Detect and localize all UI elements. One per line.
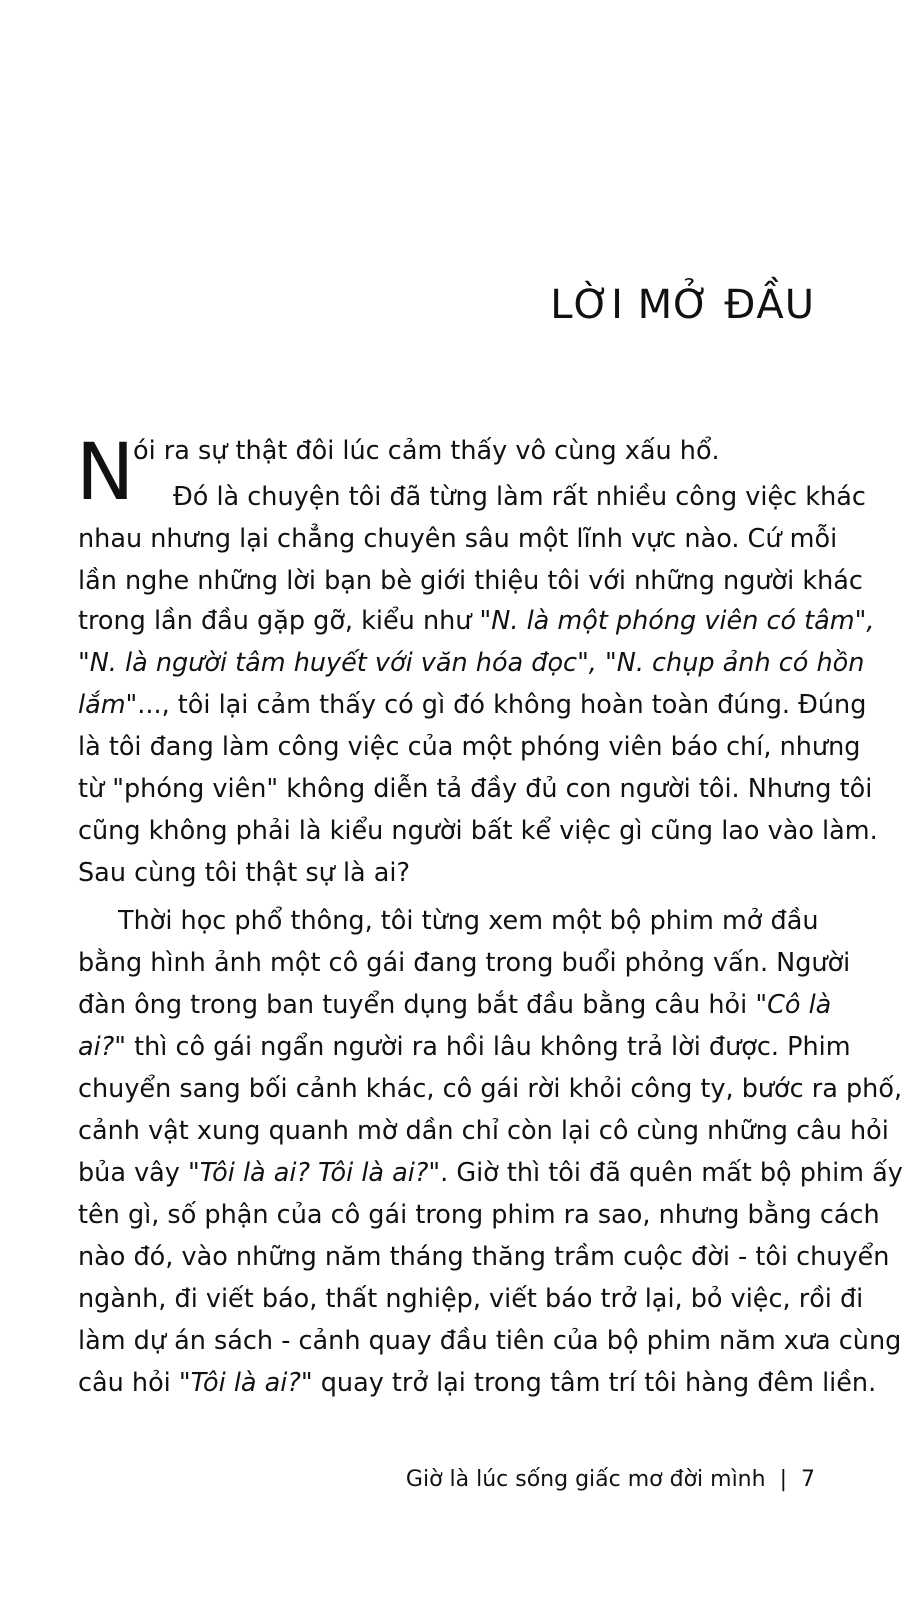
paragraph-2-line <box>78 648 864 679</box>
paragraph-3-line: Thời học phổ thông, tôi từng xem một bộ phim mở đầu <box>118 906 819 936</box>
chapter-title: LỜI MỞ ĐẦU <box>550 282 815 328</box>
text-run: bủa vây <box>78 1158 188 1188</box>
paragraph-3-line: chuyển sang bối cảnh khác, cô gái rời khỏi công ty, bước ra phố, <box>78 1074 903 1104</box>
quote-italic: "Tôi là ai?" <box>178 1368 313 1398</box>
paragraph-3-line <box>78 1158 903 1189</box>
quote-italic: ai?" <box>78 1032 126 1062</box>
footer-separator: | <box>779 1467 787 1492</box>
text-run: quay trở lại trong tâm trí tôi hàng đêm liền. <box>312 1368 877 1398</box>
book-title: Giờ là lúc sống giấc mơ đời mình <box>405 1467 766 1492</box>
quote-italic: "N. là một phóng viên có tâm", <box>479 606 875 636</box>
paragraph-2-line: là tôi đang làm công việc của một phóng viên báo chí, nhưng <box>78 732 861 762</box>
text-run: đàn ông trong ban tuyển dụng bắt đầu bằng câu hỏi <box>78 990 756 1020</box>
paragraph-2-line: lần nghe những lời bạn bè giới thiệu tôi với những người khác <box>78 566 863 596</box>
text-run: . Giờ thì tôi đã quên mất bộ phim ấy <box>440 1158 903 1188</box>
paragraph-2-line: từ "phóng viên" không diễn tả đầy đủ con người tôi. Nhưng tôi <box>78 774 873 804</box>
paragraph-3-line <box>78 1032 851 1063</box>
paragraph-3-line: làm dự án sách - cảnh quay đầu tiên của bộ phim năm xưa cùng <box>78 1326 902 1356</box>
paragraph-2-line: Sau cùng tôi thật sự là ai? <box>78 858 411 888</box>
quote-italic: lắm" <box>78 690 138 720</box>
page-number: 7 <box>801 1467 815 1492</box>
drop-cap: N <box>76 428 135 518</box>
text-run: ..., tôi lại cảm thấy có gì đó không hoàn toàn đúng. Đúng <box>137 690 867 720</box>
paragraph-1-line: ói ra sự thật đôi lúc cảm thấy vô cùng xấu hổ. <box>133 436 720 466</box>
quote-italic: "Cô là <box>755 990 832 1020</box>
paragraph-3-line: bằng hình ảnh một cô gái đang trong buổi phỏng vấn. Người <box>78 948 851 978</box>
text-run: câu hỏi <box>78 1368 179 1398</box>
paragraph-3-line: nào đó, vào những năm tháng thăng trầm cuộc đời - tôi chuyển <box>78 1242 890 1272</box>
paragraph-3-line <box>78 1368 876 1399</box>
running-footer <box>406 1467 815 1492</box>
paragraph-2-line <box>78 606 875 637</box>
paragraph-3-line: ngành, đi viết báo, thất nghiệp, viết báo trở lại, bỏ việc, rồi đi <box>78 1284 864 1314</box>
text-run: trong lần đầu gặp gỡ, kiểu như <box>78 606 480 636</box>
quote-italic: "N. là người tâm huyết với văn hóa đọc", "N. chụp ảnh có hồn <box>78 648 865 678</box>
paragraph-3-line <box>78 990 831 1021</box>
paragraph-3-line: tên gì, số phận của cô gái trong phim ra sao, nhưng bằng cách <box>78 1200 880 1230</box>
paragraph-2-line: Đó là chuyện tôi đã từng làm rất nhiều công việc khác <box>173 482 866 512</box>
paragraph-3-line: cảnh vật xung quanh mờ dần chỉ còn lại cô cùng những câu hỏi <box>78 1116 889 1146</box>
paragraph-2-line: nhau nhưng lại chẳng chuyên sâu một lĩnh vực nào. Cứ mỗi <box>78 524 838 554</box>
paragraph-2-line: cũng không phải là kiểu người bất kể việc gì cũng lao vào làm. <box>78 816 878 846</box>
paragraph-2-line <box>78 690 866 721</box>
text-run: thì cô gái ngẩn người ra hồi lâu không trả lời được. Phim <box>125 1032 851 1062</box>
quote-italic: "Tôi là ai? Tôi là ai?" <box>188 1158 441 1188</box>
